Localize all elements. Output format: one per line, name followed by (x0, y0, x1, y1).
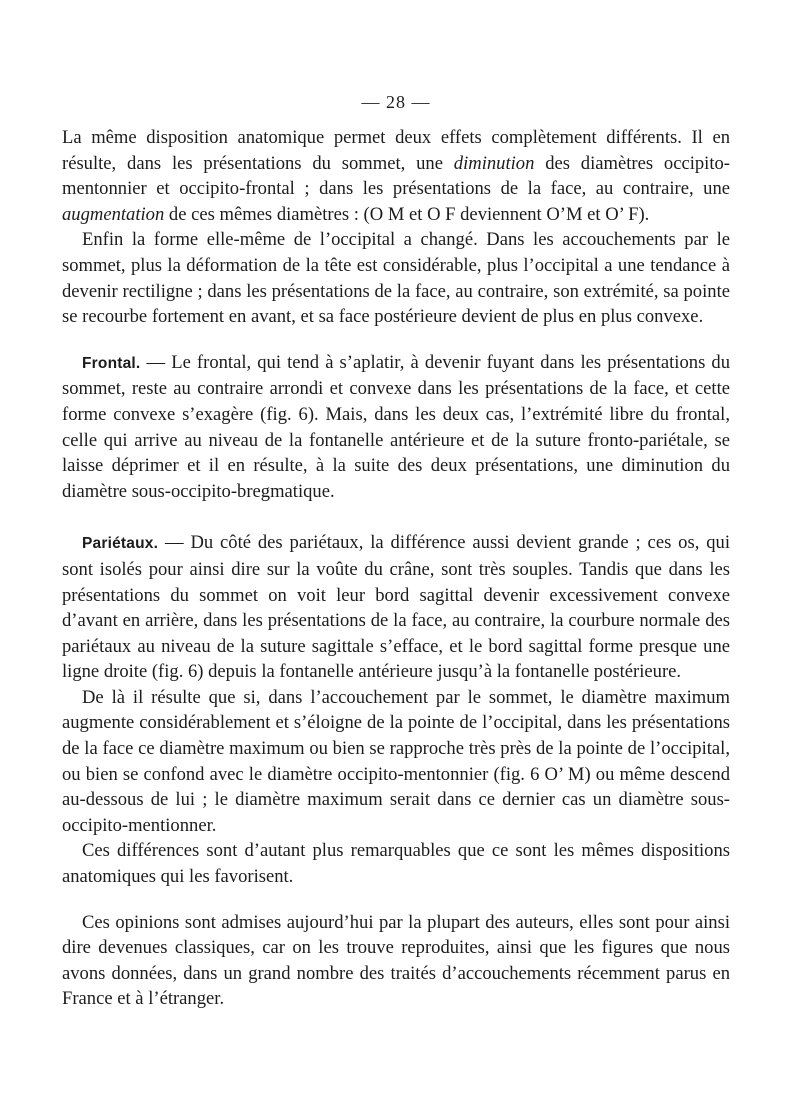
paragraph-diametre-maximum: De là il résulte que si, dans l’accouchement par le sommet, le diamètre maximum augmente considérablement et s’éloigne de la pointe de l’occipital, dans les présentations de la face ce diamètre maximum ou bien se rapproche très près de la pointe de l’occipital, ou bien se confond avec le diamètre occipito-mentonnier (fig. 6 O’ M) ou même descend au-dessous de lui ; le diamètre maximum serait dans ce dernier cas un diamètre sous-occipito-mentionner. (62, 686, 730, 836)
emphasis-text: augmentation (62, 203, 165, 225)
page-number: — 28 — (361, 92, 431, 112)
paragraph-occipital-shape: Enfin la forme elle-même de l’occipital a changé. Dans les accouchements par le sommet, plus la déformation de la tête est considérable, plus l’occipital a une tendance à devenir rectiligne ; dans les présentations de la face, au contraire, son extrémité, sa pointe se recourbe fortement en avant, et sa face postérieure devient de plus en plus convexe. (62, 229, 730, 328)
paragraph-opinions: Ces opinions sont admises aujourd’hui par la plupart des auteurs, elles sont pour ainsi dire devenues classiques, car on les trouve reproduites, ainsi que les figures que nous avons données, dans un grand nombre des traités d’accouchements récemment parus en France et à l’étranger. (62, 911, 730, 1010)
section-heading: Frontal. (82, 354, 141, 372)
paragraph-frontal: Frontal. — Le frontal, qui tend à s’aplatir, à devenir fuyant dans les présentations du sommet, reste au contraire arrondi et convexe dans les présentations de la face, et cette forme convexe s’exagère (fig. 6). Mais, dans les deux cas, l’extrémité libre du frontal, celle qui arrive au niveau de la fontanelle antérieure et de la suture fronto-pariétale, se laisse déprimer et il en résulte, à la suite des deux présentations, une diminution du diamètre sous-occipito-bregmatique. (62, 351, 730, 502)
emphasis-text: diminution (453, 152, 535, 174)
paragraph-anatomic-effects: La même disposition anatomique permet deux effets complètement différents. Il en résulte, dans les présentations du sommet, une diminution des diamètres occipito-mentonnier et occipito-frontal ; dans les présentations de la face, au contraire, une augmentation de ces mêmes diamètres : (O M et O F deviennent O’M et O’ F). (62, 127, 730, 225)
paragraph-differences: Ces différences sont d’autant plus remarquables que ce sont les mêmes dispositions anatomiques qui les favorisent. (62, 840, 730, 888)
section-heading: Pariétaux. (82, 535, 159, 553)
paragraph-parietaux: Pariétaux. — Du côté des pariétaux, la différence aussi devient grande ; ces os, qui sont isolés pour ainsi dire sur la voûte du crâne, sont très souples. Tandis que dans les présentations du sommet on voit leur bord sagittal devenir excessivement convexe d’avant en arrière, dans les présentations de la face, au contraire, la courbure normale des pariétaux au niveau de la suture sagittale s’efface, et le bord sagittal forme presque une ligne droite (fig. 6) depuis la fontanelle antérieure jusqu’à la fontanelle postérieure. (62, 532, 730, 683)
